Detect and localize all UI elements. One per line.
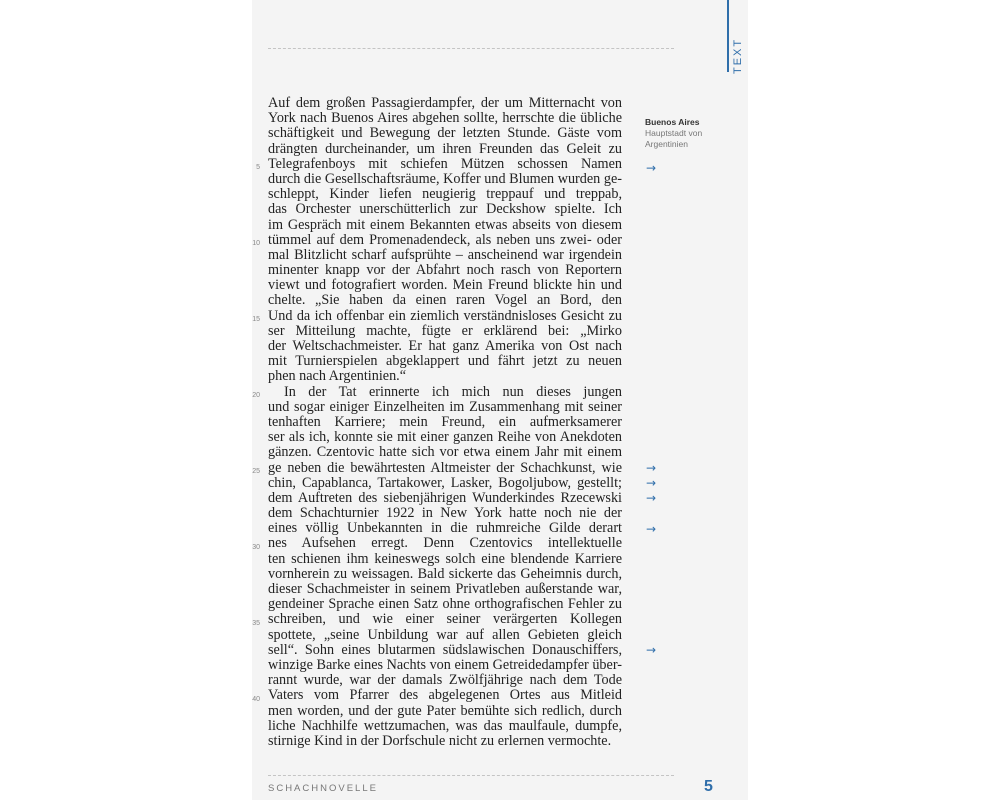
text-line: men worden, und der gute Pater bemühte sich redlich, durch xyxy=(268,703,622,719)
text-line: rannt wurde, war der damals Zwölfjährige nach dem Tode xyxy=(268,673,622,689)
text-line: im Gespräch mit einem Bekannten etwas abseits von diesem xyxy=(268,217,622,233)
book-title: SCHACHNOVELLE xyxy=(268,783,378,794)
text-line: dem Schachturnier 1922 in New York hatte noch nie der xyxy=(268,506,622,522)
text-line: Und da ich offenbar ein ziemlich verständnisloses Gesicht zu xyxy=(268,308,622,324)
margin-note-term: Buenos Aires xyxy=(645,117,700,127)
text-line: York nach Buenos Aires abgehen sollte, herrschte die übliche xyxy=(268,111,622,127)
line-number: 40 xyxy=(252,696,260,703)
text-line: chin, Capablanca, Tartakower, Lasker, Bogoljubow, gestellt; xyxy=(268,475,622,491)
text-line: durch die Gesellschaftsräume, Koffer und Blumen wurden ge- xyxy=(268,171,622,187)
text-line: der Weltschachmeister. Er hat ganz Amerika von Ost nach xyxy=(268,339,622,354)
margin-note xyxy=(645,117,725,150)
line-number: 30 xyxy=(252,544,260,551)
bottom-dashed-rule xyxy=(268,775,674,776)
text-line: drängten durcheinander, um ihren Freunden das Geleit zu xyxy=(268,141,622,157)
arrow-right-icon[interactable]: → xyxy=(646,461,657,475)
text-line: schleppt, Kinder liefen neugierig treppauf und treppab, xyxy=(268,187,622,203)
margin-note-text: Hauptstadt von xyxy=(645,128,703,138)
text-line: winzige Barke eines Nachts von einem Getreidedampfer über- xyxy=(268,657,622,673)
text-line: schreiben, und wie einer seiner verärgerten Kollegen xyxy=(268,612,622,628)
text-line: gänzen. Czentovic hatte sich vor etwa einem Jahr mit einem xyxy=(268,445,622,461)
text-line: gendeiner Sprache einen Satz ohne orthografischen Fehler zu xyxy=(268,597,622,613)
text-line: In der Tat erinnerte ich mich nun dieses jungen xyxy=(284,384,622,400)
arrow-right-icon[interactable]: → xyxy=(646,491,657,505)
line-number: 35 xyxy=(252,620,260,627)
text-line: chelte. „Sie haben da einen raren Vogel an Bord, den xyxy=(268,293,622,309)
top-dashed-rule xyxy=(268,48,674,49)
text-line: Vaters vom Pfarrer des abgelegenen Ortes aus Mitleid xyxy=(268,688,622,704)
text-line: und sogar einiger Einzelheiten im Zusammenhang mit seiner xyxy=(268,399,622,415)
text-line: eines völlig Unbekannten in die ruhmreiche Gilde derart xyxy=(268,521,622,537)
text-line: sell“. Sohn eines blutarmen südslawischen Donauschiffers, xyxy=(268,642,622,658)
arrow-right-icon[interactable]: → xyxy=(646,161,657,175)
text-line: Telegrafenboys mit schiefen Mützen schossen Namen xyxy=(268,156,622,172)
text-line: dem Auftreten des siebenjährigen Wunderkindes Rzecewski xyxy=(268,490,622,506)
text-line: spottete, „seine Unbildung war auf allen Gebieten gleich xyxy=(268,627,622,643)
chapter-label: TEXT xyxy=(732,37,744,75)
line-number: 15 xyxy=(252,316,260,323)
line-number: 10 xyxy=(252,240,260,247)
text-line: stirnige Kind in der Dorfschule nicht zu erlernen vermochte. xyxy=(268,732,612,749)
text-line: tenhaften Karriere; mein Freund, ein aufmerksamerer xyxy=(268,414,622,430)
text-line: dieser Schachmeister in seinem Privatleben außerstande war, xyxy=(268,582,622,597)
text-line: Auf dem großen Passagierdampfer, der um Mitternacht von xyxy=(268,96,622,111)
text-line: ser Mitteilung machte, fügte er erklärend bei: „Mirko xyxy=(268,323,622,339)
text-line: viewt und fotografiert worden. Mein Freund blickte hin und xyxy=(268,278,622,294)
text-line: phen nach Argentinien.“ xyxy=(268,368,407,385)
margin-note-text: Argentinien xyxy=(645,139,689,149)
text-line: ten schienen ihm keineswegs solch eine blendende Karriere xyxy=(268,551,622,567)
line-number: 5 xyxy=(256,164,260,171)
text-line: ser als ich, konnte sie mit einer ganzen Reihe von Anekdoten xyxy=(268,430,622,446)
text-line: das Orchester unerschütterlich zur Deckshow spielte. Ich xyxy=(268,202,622,218)
arrow-right-icon[interactable]: → xyxy=(646,522,657,536)
text-line: vornherein zu weissagen. Bald sickerte das Geheimnis durch, xyxy=(268,566,622,582)
text-line: minenter knapp vor der Abfahrt noch rasch von Reportern xyxy=(268,263,622,279)
page-number: 5 xyxy=(704,778,713,795)
arrow-right-icon[interactable]: → xyxy=(646,643,657,657)
text-line: mal Blitzlicht scharf aufsprühte – anscheinend war irgendein xyxy=(268,247,622,263)
text-line: liche Nachhilfe wettzumachen, was das maulfaule, dumpfe, xyxy=(268,718,622,734)
text-line: schäftigkeit und Bewegung der letzten Stunde. Gäste vom xyxy=(268,126,622,142)
chapter-marker-line xyxy=(727,0,729,72)
text-line: nes Aufsehen erregt. Denn Czentovics intellektuelle xyxy=(268,536,622,552)
arrow-right-icon[interactable]: → xyxy=(646,476,657,490)
line-number: 25 xyxy=(252,468,260,475)
text-line: tümmel auf dem Promenadendeck, als neben uns zwei- oder xyxy=(268,232,622,248)
text-line: ge neben die bewährtesten Altmeister der Schachkunst, wie xyxy=(268,460,622,476)
body-text xyxy=(268,96,622,749)
line-number: 20 xyxy=(252,392,260,399)
text-line: mit Turnierspielen abgeklappert und fährt jetzt zu neuen xyxy=(268,354,622,370)
